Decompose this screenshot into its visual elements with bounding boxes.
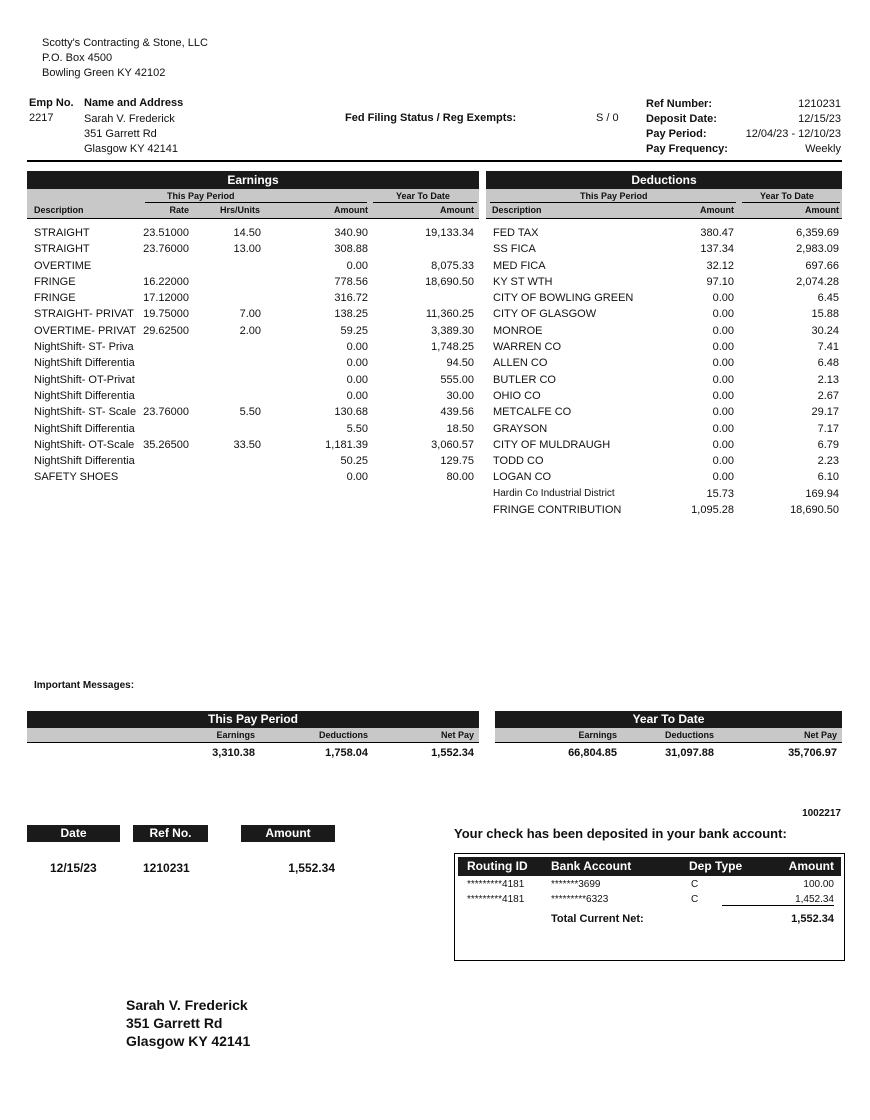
emp-no: 2217 bbox=[29, 112, 54, 124]
deduction-amount: 0.00 bbox=[712, 292, 734, 305]
deposit-col-type: Dep Type bbox=[689, 859, 743, 873]
summary-period-subheader bbox=[27, 728, 479, 743]
stub-date: 12/15/23 bbox=[50, 861, 97, 875]
earning-hrs: 7.00 bbox=[239, 308, 261, 321]
deduction-amount: 0.00 bbox=[712, 471, 734, 484]
earnings-row bbox=[27, 242, 479, 258]
deduction-ytd-amount: 15.88 bbox=[811, 308, 839, 321]
earning-hrs: 5.50 bbox=[239, 406, 261, 419]
earnings-row bbox=[27, 324, 479, 340]
deductions-this-period-label: This Pay Period bbox=[580, 191, 648, 201]
earning-ytd-amount: 94.50 bbox=[446, 357, 474, 370]
deduction-description: FRINGE CONTRIBUTION bbox=[493, 504, 622, 517]
deposit-total-label: Total Current Net: bbox=[551, 913, 644, 925]
emp-no-label: Emp No. bbox=[29, 97, 74, 109]
stub-date-label: Date bbox=[27, 825, 120, 842]
deduction-ytd-amount: 29.17 bbox=[811, 406, 839, 419]
earning-amount: 340.90 bbox=[334, 227, 368, 239]
earnings-row bbox=[27, 373, 479, 389]
mailing-name: Sarah V. Frederick bbox=[126, 997, 248, 1013]
deduction-description: KY ST WTH bbox=[493, 275, 553, 288]
summary-ytd-deductions: 31,097.88 bbox=[665, 747, 714, 759]
pay-period-label: Pay Period: bbox=[646, 128, 707, 140]
earning-amount: 50.25 bbox=[340, 455, 368, 468]
summary-ytd-subheader bbox=[495, 728, 842, 743]
stub-ref-label: Ref No. bbox=[133, 825, 208, 842]
deduction-ytd-amount: 6.45 bbox=[817, 292, 839, 305]
deductions-row bbox=[486, 373, 842, 389]
earnings-col-hrs: Hrs/Units bbox=[220, 205, 261, 215]
deductions-row bbox=[486, 340, 842, 356]
earning-amount: 0.00 bbox=[346, 259, 368, 272]
earning-description: STRAIGHT- PRIVAT bbox=[34, 308, 134, 321]
deductions-ytd-underline bbox=[742, 202, 840, 203]
deposit-row bbox=[458, 878, 841, 893]
earning-amount: 0.00 bbox=[346, 341, 368, 354]
summary-ytd-net-label: Net Pay bbox=[803, 730, 837, 740]
header-divider bbox=[27, 160, 842, 162]
earning-ytd-amount: 18.50 bbox=[446, 422, 474, 435]
earnings-ytd-label: Year To Date bbox=[396, 191, 450, 201]
deductions-row bbox=[486, 422, 842, 438]
deduction-description: SS FICA bbox=[493, 243, 536, 256]
deduction-ytd-amount: 30.24 bbox=[811, 324, 839, 337]
earning-description: NightShift Differentia bbox=[34, 422, 135, 435]
employee-address-block bbox=[84, 112, 178, 157]
earning-rate: 23.76000 bbox=[143, 243, 189, 256]
earnings-table bbox=[27, 171, 479, 487]
mailing-address-line2: Glasgow KY 42141 bbox=[126, 1033, 251, 1049]
deduction-amount: 0.00 bbox=[712, 341, 734, 354]
earnings-row bbox=[27, 275, 479, 291]
deduction-description: MED FICA bbox=[493, 259, 546, 272]
earnings-ytd-underline bbox=[373, 202, 477, 203]
deduction-ytd-amount: 2.13 bbox=[817, 373, 839, 386]
earnings-this-period-label: This Pay Period bbox=[167, 191, 235, 201]
earning-description: SAFETY SHOES bbox=[34, 471, 119, 484]
earnings-row bbox=[27, 405, 479, 421]
earnings-subheader bbox=[27, 189, 479, 219]
earning-hrs: 2.00 bbox=[239, 324, 261, 337]
deposit-account: *******3699 bbox=[551, 879, 601, 890]
deduction-description: METCALFE CO bbox=[493, 406, 572, 419]
filing-status-label: Fed Filing Status / Reg Exempts: bbox=[345, 112, 517, 124]
deduction-amount: 0.00 bbox=[712, 324, 734, 337]
summary-ytd-net: 35,706.97 bbox=[788, 747, 837, 759]
check-number: 1002217 bbox=[802, 808, 841, 819]
earning-amount: 316.72 bbox=[334, 292, 368, 305]
summary-period-title: This Pay Period bbox=[27, 711, 479, 728]
deposit-col-amount: Amount bbox=[788, 859, 834, 873]
earning-rate: 19.75000 bbox=[143, 308, 189, 321]
earning-ytd-amount: 19,133.34 bbox=[425, 227, 474, 239]
employee-name: Sarah V. Frederick bbox=[84, 113, 175, 125]
deduction-ytd-amount: 6.79 bbox=[817, 438, 839, 451]
deductions-row bbox=[486, 487, 842, 503]
deduction-description: WARREN CO bbox=[493, 341, 562, 354]
employee-address-line2: Glasgow KY 42141 bbox=[84, 143, 178, 155]
deposit-amount: 1,452.34 bbox=[795, 894, 834, 905]
deductions-table bbox=[486, 171, 842, 519]
earnings-row bbox=[27, 307, 479, 323]
deposit-type: C bbox=[691, 879, 699, 890]
earning-rate: 23.76000 bbox=[143, 406, 189, 419]
earnings-row bbox=[27, 259, 479, 275]
deduction-ytd-amount: 18,690.50 bbox=[790, 504, 839, 517]
earning-amount: 1,181.39 bbox=[325, 438, 368, 451]
summary-period-deductions-label: Deductions bbox=[318, 730, 368, 740]
earning-amount: 0.00 bbox=[346, 373, 368, 386]
filing-status-value: S / 0 bbox=[596, 112, 619, 124]
deduction-description: ALLEN CO bbox=[493, 357, 548, 370]
deposit-total: 1,552.34 bbox=[791, 913, 834, 925]
deduction-description: OHIO CO bbox=[493, 389, 541, 402]
deductions-row bbox=[486, 291, 842, 307]
ref-number: 1210231 bbox=[798, 98, 841, 110]
deductions-row bbox=[486, 307, 842, 323]
deposit-type: C bbox=[691, 894, 699, 905]
earning-description: STRAIGHT bbox=[34, 243, 90, 256]
deductions-row bbox=[486, 356, 842, 372]
summary-ytd-earnings: 66,804.85 bbox=[568, 747, 617, 759]
deductions-row bbox=[486, 389, 842, 405]
summary-ytd-values bbox=[495, 743, 842, 763]
earning-description: FRINGE bbox=[34, 292, 76, 305]
deduction-ytd-amount: 697.66 bbox=[805, 259, 839, 272]
deduction-ytd-amount: 6,359.69 bbox=[796, 227, 839, 239]
deduction-amount: 0.00 bbox=[712, 406, 734, 419]
earning-description: OVERTIME- PRIVAT bbox=[34, 324, 137, 337]
earning-hrs: 14.50 bbox=[233, 227, 261, 239]
deduction-amount: 32.12 bbox=[706, 259, 734, 272]
deposit-col-routing: Routing ID bbox=[467, 859, 528, 873]
name-address-label: Name and Address bbox=[84, 97, 184, 109]
deposit-col-account: Bank Account bbox=[551, 859, 632, 873]
stub-amount-label: Amount bbox=[241, 825, 335, 842]
deduction-description: Hardin Co Industrial District bbox=[493, 487, 615, 499]
mailing-address-line1: 351 Garrett Rd bbox=[126, 1015, 223, 1031]
deduction-amount: 0.00 bbox=[712, 455, 734, 468]
pay-frequency-label: Pay Frequency: bbox=[646, 143, 728, 155]
deduction-amount: 380.47 bbox=[700, 227, 734, 239]
company-address-line2: Bowling Green KY 42102 bbox=[42, 67, 166, 79]
deposit-table bbox=[454, 853, 845, 961]
deduction-description: TODD CO bbox=[493, 455, 544, 468]
deduction-amount: 0.00 bbox=[712, 357, 734, 370]
deposit-account: *********6323 bbox=[551, 894, 609, 905]
important-messages-label: Important Messages: bbox=[34, 680, 135, 691]
earnings-row bbox=[27, 340, 479, 356]
earnings-period-underline bbox=[145, 202, 367, 203]
earning-amount: 138.25 bbox=[334, 308, 368, 321]
deductions-row bbox=[486, 259, 842, 275]
company-block bbox=[42, 36, 208, 81]
deduction-amount: 0.00 bbox=[712, 422, 734, 435]
deduction-amount: 97.10 bbox=[706, 275, 734, 288]
earnings-rows bbox=[27, 226, 479, 487]
earning-ytd-amount: 1,748.25 bbox=[431, 341, 474, 354]
deductions-col-ytd-amount: Amount bbox=[805, 205, 839, 215]
deductions-row bbox=[486, 454, 842, 470]
earning-amount: 0.00 bbox=[346, 389, 368, 402]
deductions-row bbox=[486, 405, 842, 421]
deposit-rows bbox=[458, 878, 841, 928]
earning-description: NightShift- OT-Scale bbox=[34, 438, 135, 451]
earning-amount: 59.25 bbox=[340, 324, 368, 337]
earning-amount: 5.50 bbox=[346, 422, 368, 435]
earning-description: STRAIGHT bbox=[34, 227, 90, 239]
deposit-routing: *********4181 bbox=[467, 879, 525, 890]
summary-ytd-earnings-label: Earnings bbox=[578, 730, 617, 740]
ref-values bbox=[746, 97, 841, 157]
deposit-message: Your check has been deposited in your bank account: bbox=[454, 826, 787, 841]
earning-rate: 29.62500 bbox=[143, 324, 189, 337]
deductions-row bbox=[486, 324, 842, 340]
summary-period-deductions: 1,758.04 bbox=[325, 747, 368, 759]
deduction-amount: 0.00 bbox=[712, 389, 734, 402]
stub-ref: 1210231 bbox=[143, 861, 190, 875]
earnings-col-ytd-amount: Amount bbox=[440, 205, 474, 215]
ref-labels bbox=[646, 97, 728, 157]
earnings-row bbox=[27, 356, 479, 372]
summary-period-earnings-label: Earnings bbox=[216, 730, 255, 740]
deduction-ytd-amount: 2,074.28 bbox=[796, 275, 839, 288]
earning-description: NightShift- ST- Priva bbox=[34, 341, 134, 354]
earnings-row bbox=[27, 470, 479, 486]
earning-ytd-amount: 439.56 bbox=[440, 406, 474, 419]
deposit-date: 12/15/23 bbox=[798, 113, 841, 125]
deduction-ytd-amount: 6.48 bbox=[817, 357, 839, 370]
summary-this-period bbox=[27, 711, 479, 763]
deduction-amount: 0.00 bbox=[712, 438, 734, 451]
earnings-title: Earnings bbox=[27, 171, 479, 189]
summary-ytd bbox=[495, 711, 842, 763]
summary-ytd-deductions-label: Deductions bbox=[664, 730, 714, 740]
earning-amount: 130.68 bbox=[334, 406, 368, 419]
deposit-date-label: Deposit Date: bbox=[646, 113, 717, 125]
deduction-description: CITY OF GLASGOW bbox=[493, 308, 597, 321]
deductions-rows bbox=[486, 226, 842, 519]
earning-rate: 16.22000 bbox=[143, 275, 189, 288]
deduction-ytd-amount: 7.17 bbox=[817, 422, 839, 435]
deduction-amount: 0.00 bbox=[712, 308, 734, 321]
deductions-title: Deductions bbox=[486, 171, 842, 189]
earning-hrs: 33.50 bbox=[233, 438, 261, 451]
summary-period-net: 1,552.34 bbox=[431, 747, 474, 759]
deposit-total-rule bbox=[722, 905, 834, 906]
pay-period: 12/04/23 - 12/10/23 bbox=[745, 128, 841, 140]
deductions-col-description: Description bbox=[492, 205, 542, 215]
deposit-header bbox=[458, 857, 841, 876]
earning-ytd-amount: 80.00 bbox=[446, 471, 474, 484]
deduction-ytd-amount: 169.94 bbox=[805, 487, 839, 500]
earning-ytd-amount: 30.00 bbox=[446, 389, 474, 402]
pay-frequency: Weekly bbox=[805, 143, 841, 155]
earning-rate: 35.26500 bbox=[143, 438, 189, 451]
deposit-total-row bbox=[458, 908, 841, 928]
earning-amount: 308.88 bbox=[334, 243, 368, 256]
deductions-row bbox=[486, 438, 842, 454]
earning-ytd-amount: 129.75 bbox=[440, 455, 474, 468]
deduction-amount: 137.34 bbox=[700, 243, 734, 256]
deduction-ytd-amount: 6.10 bbox=[817, 471, 839, 484]
stub-amount: 1,552.34 bbox=[288, 861, 335, 875]
earnings-row bbox=[27, 438, 479, 454]
deduction-ytd-amount: 7.41 bbox=[817, 341, 839, 354]
mailing-address bbox=[126, 996, 250, 1050]
summary-period-earnings: 3,310.38 bbox=[212, 747, 255, 759]
company-address-line1: P.O. Box 4500 bbox=[42, 52, 113, 64]
deductions-col-amount: Amount bbox=[700, 205, 734, 215]
summary-ytd-title: Year To Date bbox=[495, 711, 842, 728]
earning-ytd-amount: 11,360.25 bbox=[425, 308, 474, 321]
deductions-subheader bbox=[486, 189, 842, 219]
earnings-col-rate: Rate bbox=[169, 205, 189, 215]
deductions-row bbox=[486, 275, 842, 291]
deduction-description: CITY OF MULDRAUGH bbox=[493, 438, 611, 451]
earnings-col-amount: Amount bbox=[334, 205, 368, 215]
company-name: Scotty's Contracting & Stone, LLC bbox=[42, 37, 208, 49]
deductions-period-underline bbox=[490, 202, 736, 203]
deduction-description: CITY OF BOWLING GREEN bbox=[493, 292, 634, 305]
deduction-ytd-amount: 2.67 bbox=[817, 389, 839, 402]
earning-description: NightShift Differentia bbox=[34, 389, 135, 402]
earning-rate: 17.12000 bbox=[143, 292, 189, 305]
deduction-amount: 15.73 bbox=[706, 487, 734, 500]
earnings-row bbox=[27, 422, 479, 438]
ref-number-label: Ref Number: bbox=[646, 98, 713, 110]
deduction-ytd-amount: 2.23 bbox=[817, 455, 839, 468]
earning-hrs: 13.00 bbox=[233, 243, 261, 256]
employee-address-line1: 351 Garrett Rd bbox=[84, 128, 157, 140]
earnings-row bbox=[27, 454, 479, 470]
earning-description: NightShift Differentia bbox=[34, 357, 135, 370]
earnings-row bbox=[27, 226, 479, 242]
deduction-description: GRAYSON bbox=[493, 422, 548, 435]
earnings-row bbox=[27, 389, 479, 405]
deduction-description: FED TAX bbox=[493, 227, 539, 239]
earning-rate: 23.51000 bbox=[143, 227, 189, 239]
earning-description: NightShift- OT-Privat bbox=[34, 373, 135, 386]
deduction-ytd-amount: 2,983.09 bbox=[796, 243, 839, 256]
earning-amount: 778.56 bbox=[334, 275, 368, 288]
deposit-amount: 100.00 bbox=[803, 879, 834, 890]
deposit-routing: *********4181 bbox=[467, 894, 525, 905]
earning-ytd-amount: 3,060.57 bbox=[431, 438, 474, 451]
earning-amount: 0.00 bbox=[346, 471, 368, 484]
earning-description: NightShift Differentia bbox=[34, 455, 135, 468]
deductions-row bbox=[486, 226, 842, 242]
earning-amount: 0.00 bbox=[346, 357, 368, 370]
earnings-col-description: Description bbox=[34, 205, 84, 215]
deduction-description: MONROE bbox=[493, 324, 543, 337]
earning-ytd-amount: 555.00 bbox=[440, 373, 474, 386]
earning-ytd-amount: 3,389.30 bbox=[431, 324, 474, 337]
summary-period-net-label: Net Pay bbox=[440, 730, 474, 740]
deductions-ytd-label: Year To Date bbox=[760, 191, 814, 201]
earning-description: FRINGE bbox=[34, 275, 76, 288]
earnings-row bbox=[27, 291, 479, 307]
deduction-description: BUTLER CO bbox=[493, 373, 556, 386]
deductions-row bbox=[486, 503, 842, 519]
earning-ytd-amount: 18,690.50 bbox=[425, 275, 474, 288]
earning-description: OVERTIME bbox=[34, 259, 92, 272]
summary-period-values bbox=[27, 743, 479, 763]
earning-description: NightShift- ST- Scale bbox=[34, 406, 137, 419]
deduction-amount: 1,095.28 bbox=[691, 504, 734, 517]
deductions-row bbox=[486, 470, 842, 486]
deduction-amount: 0.00 bbox=[712, 373, 734, 386]
deductions-row bbox=[486, 242, 842, 258]
deduction-description: LOGAN CO bbox=[493, 471, 552, 484]
earning-ytd-amount: 8,075.33 bbox=[431, 259, 474, 272]
